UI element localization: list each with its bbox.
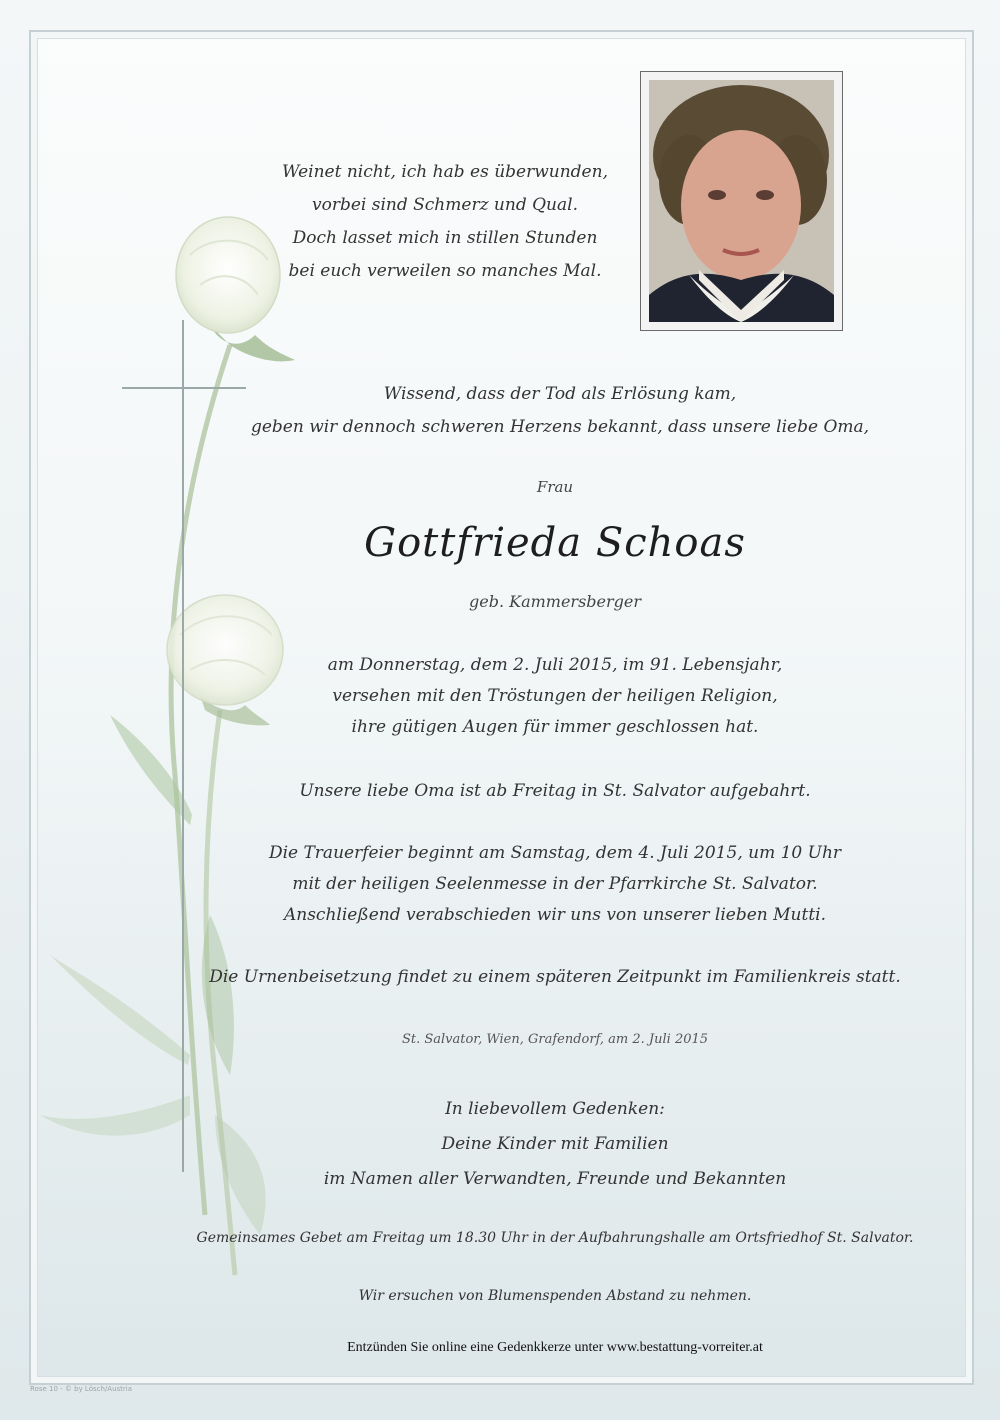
death-line: ihre gütigen Augen für immer geschlossen hat. [351, 717, 759, 737]
poem-line: vorbei sind Schmerz und Qual. [312, 195, 578, 215]
deceased-name: Gottfrieda Schoas [364, 520, 746, 566]
death-line: am Donnerstag, dem 2. Juli 2015, im 91. Lebensjahr, [327, 655, 783, 675]
memory-line: In liebevollem Gedenken: [445, 1099, 665, 1119]
birth-name: geb. Kammersberger [468, 592, 641, 611]
urn-notice: Die Urnenbeisetzung findet zu einem späteren Zeitpunkt im Familienkreis statt. [209, 967, 901, 987]
memory-block [255, 1092, 855, 1197]
ceremony-line: mit der heiligen Seelenmesse in der Pfarrkirche St. Salvator. [292, 874, 818, 894]
prayer-notice: Gemeinsames Gebet am Freitag um 18.30 Uhr in der Aufbahrungshalle am Ortsfriedhof St. Salvator. [196, 1230, 914, 1246]
poem [230, 156, 660, 288]
online-candle-link[interactable]: Entzünden Sie online eine Gedenkkerze unter www.bestattung-vorreiter.at [347, 1340, 763, 1355]
poem-line: bei euch verweilen so manches Mal. [288, 261, 602, 281]
poem-line: Weinet nicht, ich hab es überwunden, [282, 162, 608, 182]
ceremony-line: Anschließend verabschieden wir uns von unserer lieben Mutti. [283, 905, 827, 925]
poem-line: Doch lasset mich in stillen Stunden [292, 228, 598, 248]
memory-line: Deine Kinder mit Familien [441, 1134, 669, 1154]
laid-out-notice: Unsere liebe Oma ist ab Freitag in St. Salvator aufgebahrt. [299, 781, 811, 801]
death-notice [205, 650, 905, 743]
intro-line: Wissend, dass der Tod als Erlösung kam, [383, 384, 737, 404]
memory-line: im Namen aller Verwandten, Freunde und Bekannten [323, 1169, 787, 1189]
salutation: Frau [536, 478, 574, 496]
ceremony-line: Die Trauerfeier beginnt am Samstag, dem 4. Juli 2015, um 10 Uhr [268, 843, 842, 863]
death-line: versehen mit den Tröstungen der heiligen Religion, [332, 686, 778, 706]
place-date: St. Salvator, Wien, Grafendorf, am 2. Juli 2015 [401, 1032, 709, 1047]
flowers-notice: Wir ersuchen von Blumenspenden Abstand zu nehmen. [358, 1288, 752, 1304]
intro-line: geben wir dennoch schweren Herzens bekannt, dass unsere liebe Oma, [250, 417, 870, 437]
ceremony-notice [205, 838, 905, 931]
image-credit: Rose 10 - © by Lösch/Austria [30, 1385, 133, 1393]
portrait-photo [640, 71, 843, 331]
announcement-intro [160, 378, 960, 444]
